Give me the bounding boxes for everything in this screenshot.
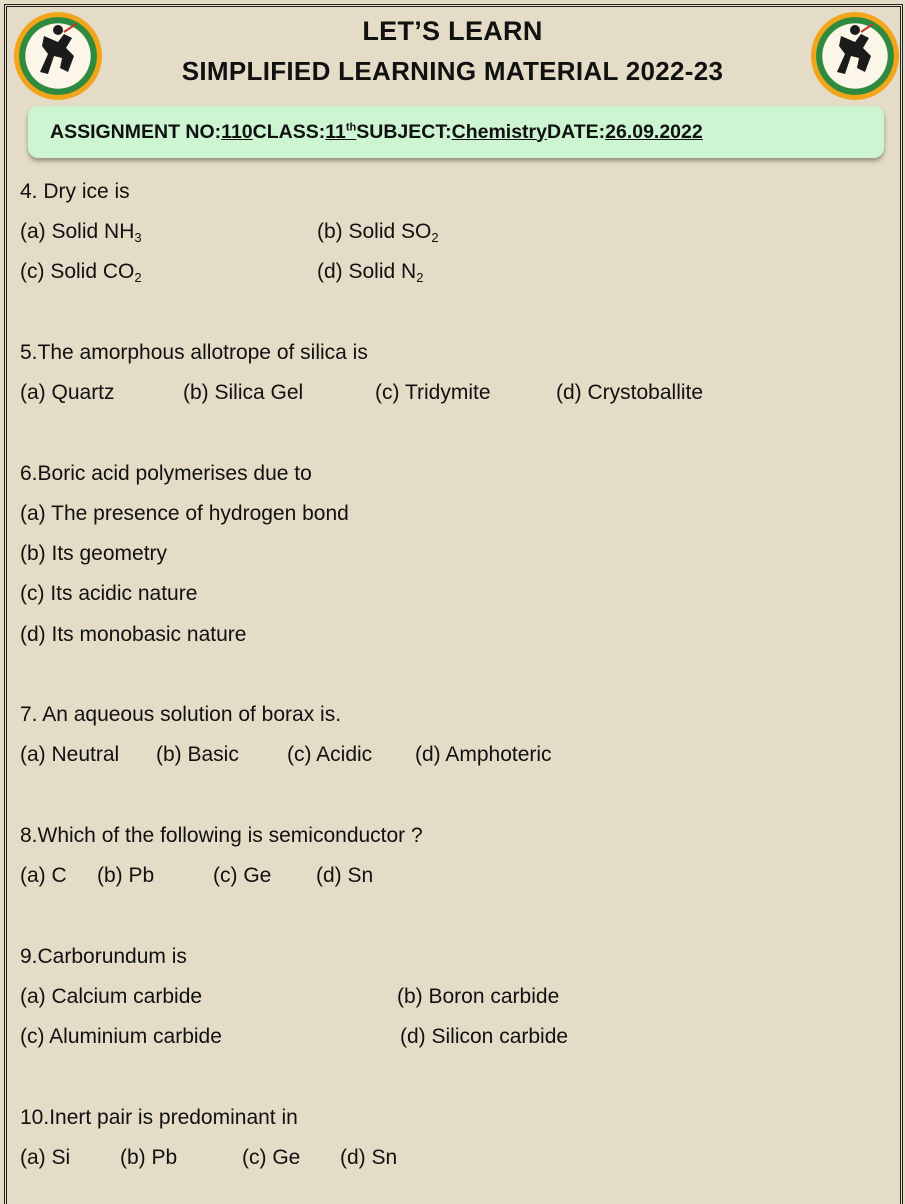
question-6-option-c: (c) Its acidic nature [20,582,198,605]
question-7-option-a: (a) Neutral [20,743,120,766]
question-4-option-d: (d) Solid $N_2$ [317,260,424,285]
question-7-option-c: (c) Acidic [287,743,373,766]
question-5-option-c: (c) Tridymite [375,381,491,404]
question-5-option-d: (d) Crystoballite [556,381,704,404]
class-value: 11th [325,120,357,143]
page-subtitle: SIMPLIFIED LEARNING MATERIAL 2022-23 [181,56,724,86]
question-5-text: 5.The amorphous allotrope of silica is [20,341,368,364]
question-9-option-a: (a) Calcium carbide [20,985,203,1008]
date-label: DATE: [546,120,606,143]
question-10-option-a: (a) Si [20,1146,71,1169]
question-8-text: 8.Which of the following is semiconductor ? [20,824,423,847]
subject-value: Chemistry [451,120,547,143]
question-5-option-b: (b) Silica Gel [183,381,304,404]
class-label: CLASS: [252,120,326,143]
assignment-info-box [28,106,884,158]
question-10-option-c: (c) Ge [242,1146,301,1169]
question-10-option-b: (b) Pb [120,1146,178,1169]
question-6-text: 6.Boric acid polymerises due to [20,462,312,485]
question-8-option-a: (a) C [20,864,67,887]
question-4-option-a: (a) Solid $NH_3$ [20,220,142,245]
question-6-option-a: (a) The presence of hydrogen bond [20,502,349,525]
question-4-text: 4. Dry ice is [20,180,130,203]
question-10-text: 10.Inert pair is predominant in [20,1106,298,1129]
class-suffix: th [345,121,357,133]
question-4-option-b: (b) Solid $SO_2$ [317,220,439,245]
assignment-no-value: 110 [221,120,253,143]
question-9-option-d: (d) Silicon carbide [400,1025,569,1048]
question-9-option-b: (b) Boron carbide [397,985,560,1008]
question-9-text: 9.Carborundum is [20,945,187,968]
question-8-option-b: (b) Pb [97,864,155,887]
question-10-option-d: (d) Sn [340,1146,398,1169]
question-6-option-b: (b) Its geometry [20,542,168,565]
question-8-option-d: (d) Sn [316,864,374,887]
question-6-option-d: (d) Its monobasic nature [20,623,247,646]
assignment-no-label: ASSIGNMENT NO: [50,120,222,143]
question-4-option-c: (c) Solid $CO_2$ [20,260,142,285]
date-value: 26.09.2022 [605,120,703,143]
subject-label: SUBJECT: [356,120,452,143]
question-8-option-c: (c) Ge [213,864,272,887]
question-5-option-a: (a) Quartz [20,381,115,404]
page-title: LET’S LEARN [362,16,543,46]
question-7-option-b: (b) Basic [156,743,239,766]
question-7-text: 7. An aqueous solution of borax is. [20,703,342,726]
question-7-option-d: (d) Amphoteric [415,743,552,766]
question-9-option-c: (c) Aluminium carbide [20,1025,222,1048]
